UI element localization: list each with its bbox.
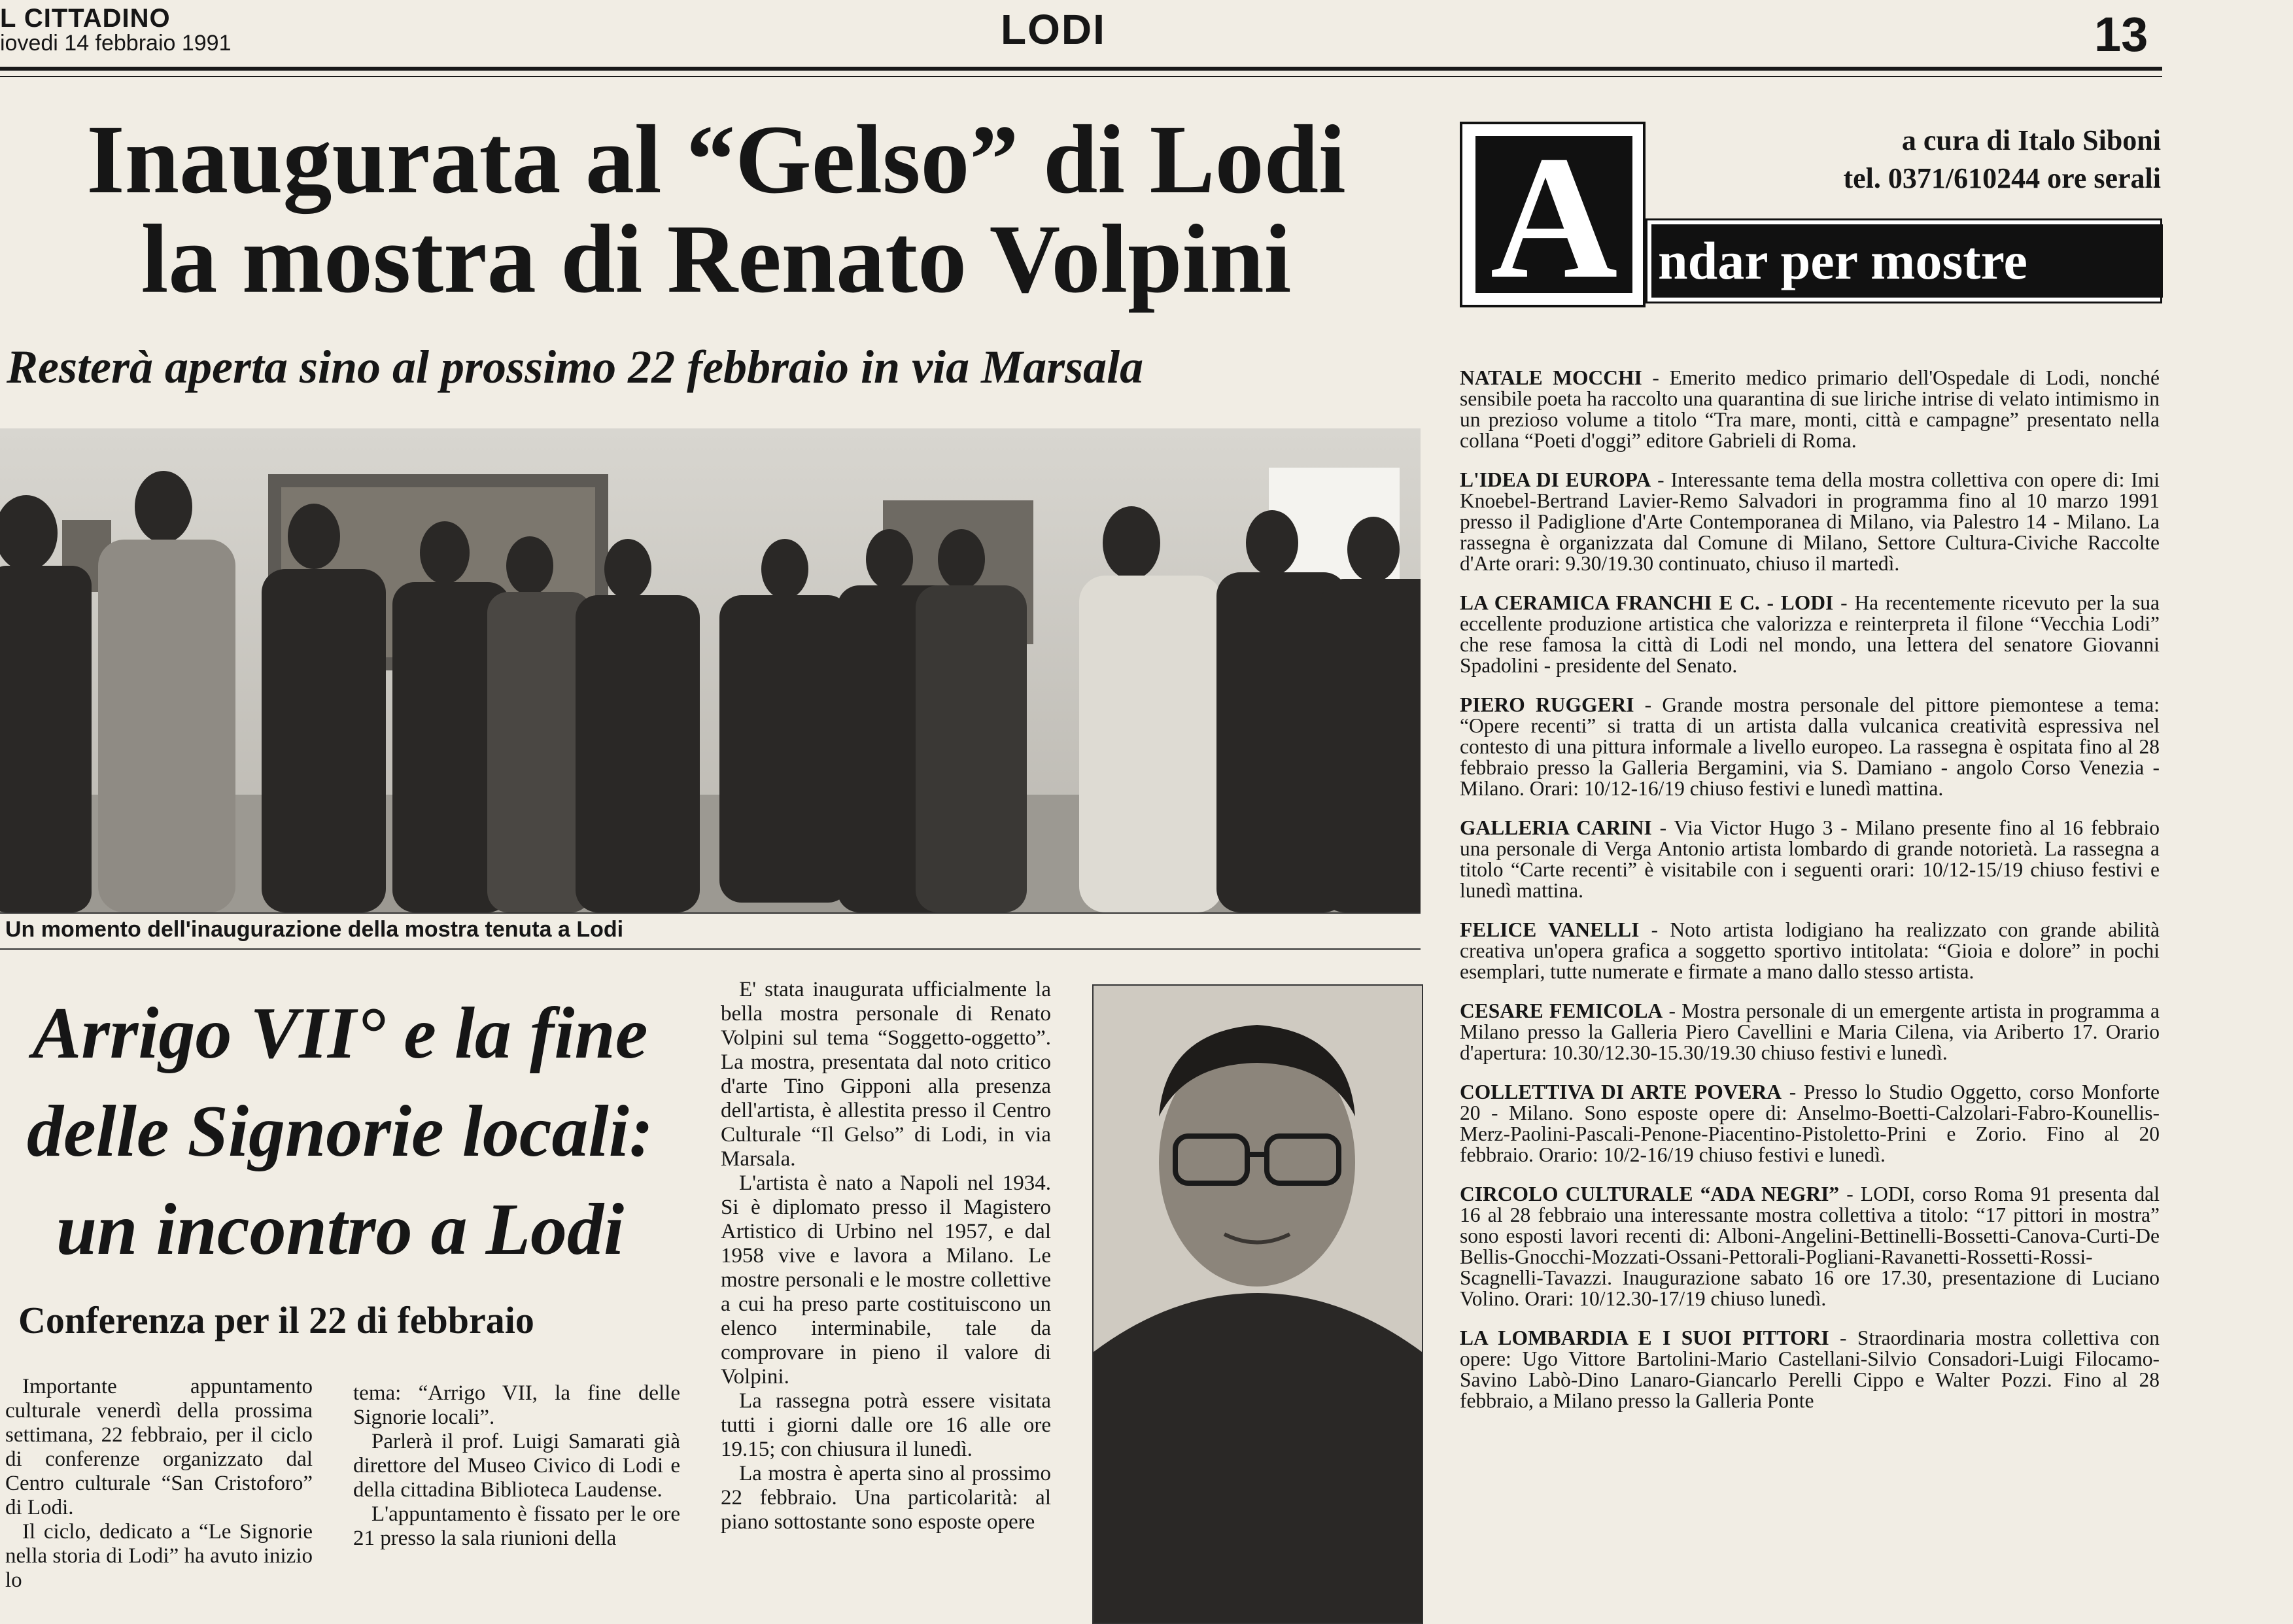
second-headline-line2: delle Signorie locali: [26, 1091, 654, 1172]
section-name: LODI [1001, 6, 1106, 53]
listing-text: - Ha recentemente ricevuto per la sua eccellente produzione artistica che valorizza e reinterpreta il filone “Vecchia Lodi” che rese famosa la città di Lodi nel mondo, una lettera del senatore Giovanni Spadolini - presidente del Senato. [1460, 591, 2160, 677]
paragraph: Parlerà il prof. Luigi Samarati già direttore del Museo Civico di Lodi e della cittadina Biblioteca Laudense. [353, 1430, 680, 1502]
listing-title: GALLERIA CARINI [1460, 816, 1652, 839]
listing-title: CIRCOLO CULTURALE “ADA NEGRI” [1460, 1183, 1840, 1205]
caption-rule [0, 948, 1421, 950]
listing-title: PIERO RUGGERI [1460, 693, 1634, 716]
main-headline-line2: la mostra di Renato Volpini [141, 205, 1292, 313]
listing-text: - Interessante tema della mostra collettiva con opere di: Imi Knoebel-Bertrand Lavier-Remo Salvadori in programma fino al 10 marzo 1991 presso il Padiglione d'Arte Contemporanea di Milano, via Palestro 14 - Milano. La rassegna è organizzata dal Comune di Milano, Settore Cultura-Civiche Raccolte d'Arte orari: 9.30/19.30 continuato, chiuso il martedì. [1460, 468, 2160, 575]
paragraph: L'artista è nato a Napoli nel 1934. Si è diplomato presso il Magistero Artistico di Urbino nel 1957, e dal 1958 vive e lavora a Milano. Le mostre personali e le mostre collettive a cui ha preso parte costituiscono un elenco interminabile, tale da comprovare in pieno il valore di Volpini. [721, 1171, 1051, 1389]
listing-text: - Straordinaria mostra collettiva con opere: Ugo Vittore Bartolini-Mario Castellani-Silvio Consadori-Luigi Filocamo-Savino Labò-Dino Lanaro-Giancarlo Perelli Cippo e Walter Pozzi. Fino al 28 febbraio, a Milano presso la Galleria Ponte [1460, 1326, 2160, 1412]
exhibition-listings [1460, 368, 2160, 1621]
listing-text: - Noto artista lodigiano ha realizzato con grande abilità creativa un'opera grafica a soggetto sportivo intitolata: “Gioia e dolore” in pochi esemplari, tutte numerate e firmate a mano dallo stesso artista. [1460, 918, 2160, 983]
photo-caption: Un momento dell'inaugurazione della mostra tenuta a Lodi [5, 917, 624, 942]
main-headline [0, 105, 1432, 313]
second-headline [0, 984, 680, 1279]
paragraph: La mostra è aperta sino al prossimo 22 febbraio. Una particolarità: al piano sottostante sono esposte opere [721, 1462, 1051, 1534]
main-subhead: Resterà aperta sino al prossimo 22 febbraio in via Marsala [7, 341, 1144, 393]
main-headline-line1: Inaugurata al “Gelso” di Lodi [86, 105, 1346, 214]
masthead-rule-thin [0, 76, 2162, 77]
curator-phone: tel. 0371/610244 ore serali [1843, 162, 2161, 194]
listing-title: LA LOMBARDIA E I SUOI PITTORI [1460, 1326, 1829, 1349]
listing-title: FELICE VANELLI [1460, 918, 1640, 941]
second-story-column-2 [353, 1381, 680, 1621]
paragraph: La rassegna potrà essere visitata tutti i giorni dalle ore 16 alle ore 19.15; con chiusura il lunedì. [721, 1389, 1051, 1461]
listing-text: - LODI, corso Roma 91 presenta dal 16 al 28 febbraio una interessante mostra collettiva a titolo: “17 pittori in mostra” sono esposti lavori recenti di: Alboni-Angelini-Bettinelli-Bossetti-Canova-Curti-De Bellis-Gnocchi-Mozzati-Ossani-Pettorali-Pogliani-Ravanetti-Rossetti-Rossi-Scagnelli-Tavazzi. Inaugurazione sabato 16 ore 17.30, presentazione di Luciano Volino. Orari: 10/12.30-17/19 chiuso lunedì. [1460, 1183, 2160, 1310]
main-story-body [721, 978, 1051, 1621]
second-story-column-1 [5, 1375, 313, 1621]
inauguration-photo-image [0, 428, 1421, 912]
listing-text: - Emerito medico primario dell'Ospedale di Lodi, nonché sensibile poeta ha raccolto una quarantina di sue liriche intrise di velato intimismo in un prezioso volume a titolo “Tra mare, monti, città e campagne” presentato nella collana “Poeti d'oggi” editore Gabrieli di Roma. [1460, 368, 2160, 452]
listing-text: - Presso lo Studio Oggetto, corso Monforte 20 - Milano. Sono esposte opere di: Anselmo-Boetti-Calzolari-Fabro-Kounellis-Merz-Paolini-Pascali-Penone-Piacentino-Pistoletto-Prini e Zorio. Fino al 20 febbraio. Orario: 10/2-16/19 chiuso festivi e lunedì. [1460, 1080, 2160, 1166]
issue-date: iovedi 14 febbraio 1991 [0, 31, 232, 56]
masthead-rule [0, 67, 2162, 71]
artist-portrait [1092, 984, 1423, 1624]
column-title: ndar per mostre [1651, 224, 2163, 298]
second-subhead: Conferenza per il 22 di febbraio [18, 1299, 534, 1341]
curator-name: a cura di Italo Siboni [1901, 124, 2161, 156]
listing-text: - Via Victor Hugo 3 - Milano presente fino al 16 febbraio una personale di Verga Antonio artista lombardo di grande notorietà. La rassegna a titolo “Carte recenti” è visitabile con i seguenti orari: 10/12-15/19 chiuso festivi e lunedì mattina. [1460, 816, 2160, 902]
listing-title: CESARE FEMICOLA [1460, 999, 1663, 1022]
column-initial-letter: A [1475, 136, 1632, 293]
listing-item [1460, 695, 2160, 799]
paragraph: tema: “Arrigo VII, la fine delle Signorie locali”. [353, 1381, 680, 1429]
listing-item [1460, 368, 2160, 451]
listing-text: - Mostra personale di un emergente artista in programma a Milano presso la Galleria Piero Cavellini e Maria Cilena, via Ariberto 17. Orario d'apertura: 10.30/12.30-15.30/19.30 chiuso festivi e lunedì. [1460, 999, 2160, 1064]
paragraph: E' stata inaugurata ufficialmente la bella mostra personale di Renato Volpini sul tema “Soggetto-oggetto”. La mostra, presentata dal noto critico d'arte Tino Gipponi alla presenza dell'artista, è allestita presso il Centro Culturale “Il Gelso” di Lodi, in via Marsala. [721, 978, 1051, 1171]
paragraph: L'appuntamento è fissato per le ore 21 presso la sala riunioni della [353, 1502, 680, 1550]
newspaper-name: L CITTADINO [0, 4, 171, 33]
listing-item [1460, 1328, 2160, 1411]
listing-item [1460, 1082, 2160, 1166]
page-number: 13 [2094, 7, 2148, 61]
second-headline-line1: Arrigo VII° e la fine [32, 993, 648, 1074]
column-initial-box [1460, 120, 1646, 315]
column-title-bar [1646, 218, 2162, 303]
inauguration-photo [0, 428, 1421, 914]
paragraph: Il ciclo, dedicato a “Le Signorie nella storia di Lodi” ha avuto inizio lo [5, 1520, 313, 1592]
listing-item [1460, 470, 2160, 574]
listing-title: L'IDEA DI EUROPA [1460, 468, 1651, 491]
paragraph: Importante appuntamento culturale venerdì della prossima settimana, 22 febbraio, per il ciclo di conferenze organizzato dal Centro culturale “San Cristoforo” di Lodi. [5, 1375, 313, 1519]
column-curator [1661, 122, 2161, 198]
listing-title: LA CERAMICA FRANCHI E C. - LODI [1460, 591, 1834, 614]
second-headline-line3: un incontro a Lodi [56, 1189, 625, 1270]
listing-item [1460, 1001, 2160, 1063]
listing-item [1460, 593, 2160, 676]
artist-portrait-image [1094, 986, 1422, 1623]
listing-title: NATALE MOCCHI [1460, 368, 1642, 389]
listing-title: COLLETTIVA DI ARTE POVERA [1460, 1080, 1782, 1103]
masthead-left [0, 4, 232, 56]
listing-text: - Grande mostra personale del pittore piemontese a tema: “Opere recenti” si tratta di un artista dalla vulcanica creatività espressiva nel contesto di una pittura informale a livello europeo. La rassegna è ospitata fino al 28 febbraio presso la Galleria Bergamini, via S. Damiano - angolo Corso Venezia - Milano. Orari: 10/12-16/19 chiuso festivi e lunedì mattina. [1460, 693, 2160, 800]
listing-item [1460, 920, 2160, 982]
listing-item [1460, 1184, 2160, 1309]
listing-item [1460, 818, 2160, 901]
